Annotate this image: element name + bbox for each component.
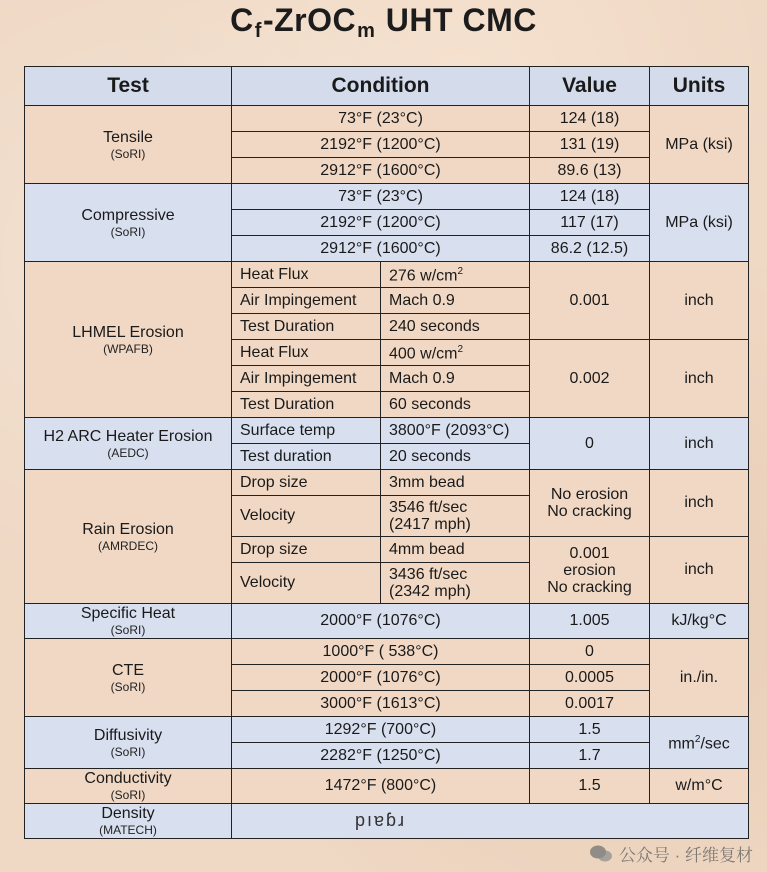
- chat-bubble-icon: [589, 844, 613, 864]
- units-cell: MPa (ksi): [650, 106, 749, 184]
- param-label: Heat Flux: [232, 262, 381, 288]
- param-label: Air Impingement: [232, 366, 381, 392]
- param-value: 3mm bead: [381, 470, 530, 496]
- value-cell: 117 (17): [530, 210, 650, 236]
- watermark-text: 公众号 · 纤维复材: [618, 846, 753, 865]
- condition-cell: 73°F (23°C): [232, 106, 530, 132]
- param-label: Surface temp: [232, 418, 381, 444]
- value-cell: 131 (19): [530, 132, 650, 158]
- test-diffusivity: Diffusivity (SoRI): [25, 717, 232, 769]
- test-tensile: Tensile (SoRI): [25, 106, 232, 184]
- header-test: Test: [25, 67, 232, 106]
- param-label: Test duration: [232, 444, 381, 470]
- table-row: [25, 470, 749, 496]
- units-cell: inch: [650, 537, 749, 604]
- param-value: 4mm bead: [381, 537, 530, 563]
- test-specific-heat: Specific Heat (SoRI): [25, 604, 232, 639]
- table-row: [25, 639, 749, 665]
- condition-cell: 2192°F (1200°C): [232, 210, 530, 236]
- table-row: [25, 106, 749, 132]
- param-value: 3436 ft/sec (2342 mph): [381, 563, 530, 604]
- value-cell: 124 (18): [530, 106, 650, 132]
- table-row: [25, 418, 749, 444]
- value-cell: 1.005: [530, 604, 650, 639]
- test-density: Density (MATECH): [25, 804, 232, 839]
- param-value: 3800°F (2093°C): [381, 418, 530, 444]
- units-cell: in./in.: [650, 639, 749, 717]
- units-cell: inch: [650, 418, 749, 470]
- value-cell: 0: [530, 418, 650, 470]
- param-value: Mach 0.9: [381, 366, 530, 392]
- condition-cell: 3000°F (1613°C): [232, 691, 530, 717]
- test-compressive: Compressive (SoRI): [25, 184, 232, 262]
- value-cell: 0.0005: [530, 665, 650, 691]
- condition-cell: 2282°F (1250°C): [232, 743, 530, 769]
- units-cell: MPa (ksi): [650, 184, 749, 262]
- test-lhmel-erosion: LHMEL Erosion (WPAFB): [25, 262, 232, 418]
- header-condition: Condition: [232, 67, 530, 106]
- units-cell: kJ/kg°C: [650, 604, 749, 639]
- param-label: Air Impingement: [232, 288, 381, 314]
- condition-cell: 2912°F (1600°C): [232, 236, 530, 262]
- param-label: Test Duration: [232, 392, 381, 418]
- param-value: 276 $w/cm^2$: [381, 262, 530, 288]
- density-value: pıɐɓɹ: [354, 810, 407, 830]
- value-cell: 0: [530, 639, 650, 665]
- condition-cell: 1472°F (800°C): [232, 769, 530, 804]
- density-value-cell: [232, 804, 749, 839]
- condition-cell: 1292°F (700°C): [232, 717, 530, 743]
- value-cell: 1.5: [530, 717, 650, 743]
- table-row: [25, 604, 749, 639]
- header-row: [25, 67, 749, 106]
- param-label: Drop size: [232, 470, 381, 496]
- properties-table: [24, 66, 749, 839]
- value-cell: 0.0017: [530, 691, 650, 717]
- param-value: 20 seconds: [381, 444, 530, 470]
- param-label: Test Duration: [232, 314, 381, 340]
- value-cell: 89.6 (13): [530, 158, 650, 184]
- test-conductivity: Conductivity (SoRI): [25, 769, 232, 804]
- param-value: 3546 ft/sec (2417 mph): [381, 496, 530, 537]
- param-value: 60 seconds: [381, 392, 530, 418]
- param-value: 240 seconds: [381, 314, 530, 340]
- param-label: Heat Flux: [232, 340, 381, 366]
- table-row: [25, 717, 749, 743]
- condition-cell: 2000°F (1076°C): [232, 604, 530, 639]
- condition-cell: 2192°F (1200°C): [232, 132, 530, 158]
- value-cell: No erosion No cracking: [530, 470, 650, 537]
- value-cell: 1.7: [530, 743, 650, 769]
- table-row: [25, 769, 749, 804]
- page-title: $C_f-ZrOC_m$ UHT CMC: [230, 2, 537, 42]
- header-units: Units: [650, 67, 749, 106]
- units-cell: inch: [650, 262, 749, 340]
- param-value: 400 $w/cm^2$: [381, 340, 530, 366]
- test-h2-arc-heater-erosion: H2 ARC Heater Erosion (AEDC): [25, 418, 232, 470]
- param-label: Drop size: [232, 537, 381, 563]
- units-cell: $mm^2/\sec$: [650, 717, 749, 769]
- param-label: Velocity: [232, 496, 381, 537]
- condition-cell: 1000°F ( 538°C): [232, 639, 530, 665]
- test-rain-erosion: Rain Erosion (AMRDEC): [25, 470, 232, 604]
- condition-cell: 2000°F (1076°C): [232, 665, 530, 691]
- param-value: Mach 0.9: [381, 288, 530, 314]
- test-cte: CTE (SoRI): [25, 639, 232, 717]
- condition-cell: 73°F (23°C): [232, 184, 530, 210]
- condition-cell: 2912°F (1600°C): [232, 158, 530, 184]
- value-cell: 86.2 (12.5): [530, 236, 650, 262]
- value-cell: 0.001: [530, 262, 650, 340]
- value-cell: 0.002: [530, 340, 650, 418]
- table-row: [25, 184, 749, 210]
- units-cell: inch: [650, 470, 749, 537]
- value-cell: 1.5: [530, 769, 650, 804]
- units-cell: inch: [650, 340, 749, 418]
- value-cell: 124 (18): [530, 184, 650, 210]
- watermark: [589, 841, 753, 866]
- value-cell: 0.001 erosion No cracking: [530, 537, 650, 604]
- header-value: Value: [530, 67, 650, 106]
- table-row: [25, 804, 749, 839]
- param-label: Velocity: [232, 563, 381, 604]
- units-cell: w/m°C: [650, 769, 749, 804]
- table-row: [25, 262, 749, 288]
